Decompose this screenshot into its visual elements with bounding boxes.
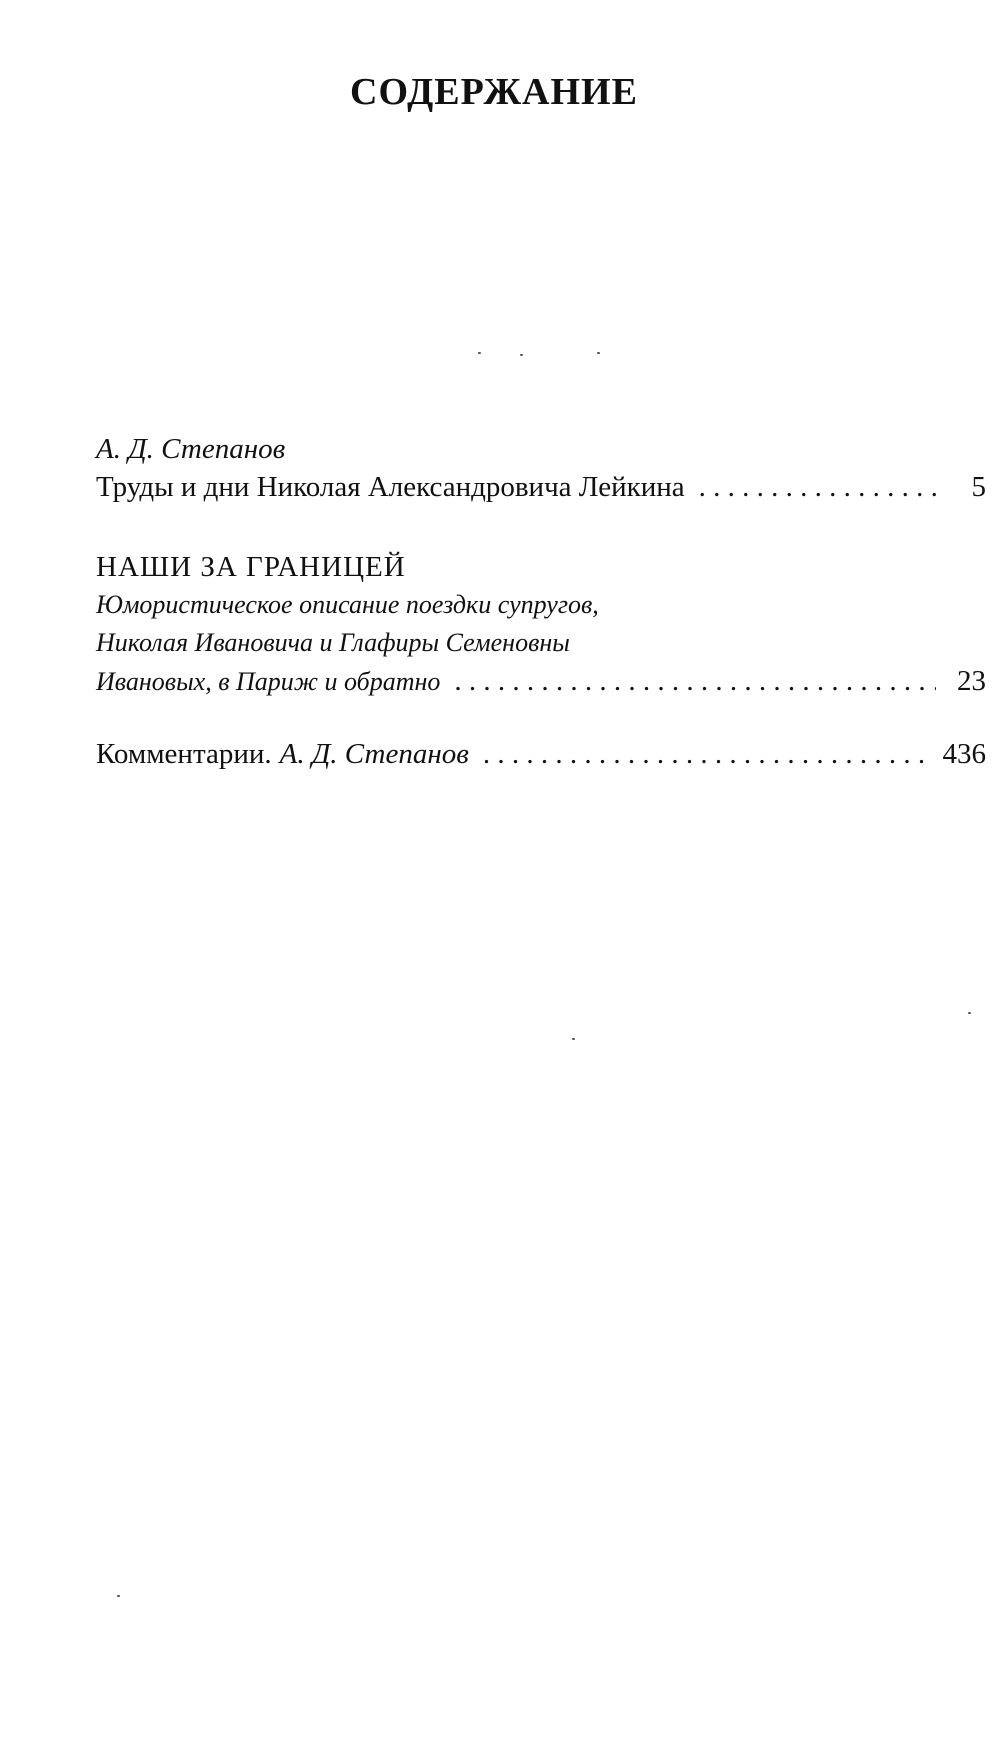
dot-leader (699, 468, 936, 506)
toc-entry-title: Труды и дни Николая Александровича Лейкина (96, 471, 685, 503)
toc-entry-author: А. Д. Степанов (279, 738, 469, 770)
toc-entry-subtitle-line: Николая Ивановича и Глафиры Семеновны (96, 628, 570, 657)
dot-leader (483, 735, 933, 773)
toc-entry-page-number: 23 (957, 665, 986, 697)
toc-entry-subtitle-line: Юмористическое описание поездки супругов, (96, 590, 599, 619)
toc-entry-author: А. Д. Степанов (96, 433, 286, 465)
scan-speck (968, 1012, 971, 1014)
dot-leader (454, 662, 936, 700)
toc-section-heading: НАШИ ЗА ГРАНИЦЕЙ (96, 551, 406, 583)
toc-entry-page-number: 436 (942, 738, 986, 770)
scan-speck (597, 352, 600, 354)
scan-speck (117, 1595, 120, 1597)
scan-speck (520, 354, 523, 356)
scan-speck (478, 352, 481, 354)
scan-speck (572, 1038, 575, 1040)
toc-entry-main-work[interactable] (96, 548, 986, 701)
toc-entry-commentary[interactable] (96, 735, 986, 773)
toc-entry-title: Комментарии. (96, 738, 272, 770)
table-of-contents (96, 430, 986, 773)
toc-entry-intro[interactable] (96, 430, 986, 506)
toc-entry-page-number: 5 (971, 471, 986, 503)
toc-entry-subtitle-line: Ивановых, в Париж и обратно (96, 667, 441, 696)
page-title: СОДЕРЖАНИЕ (350, 71, 638, 113)
